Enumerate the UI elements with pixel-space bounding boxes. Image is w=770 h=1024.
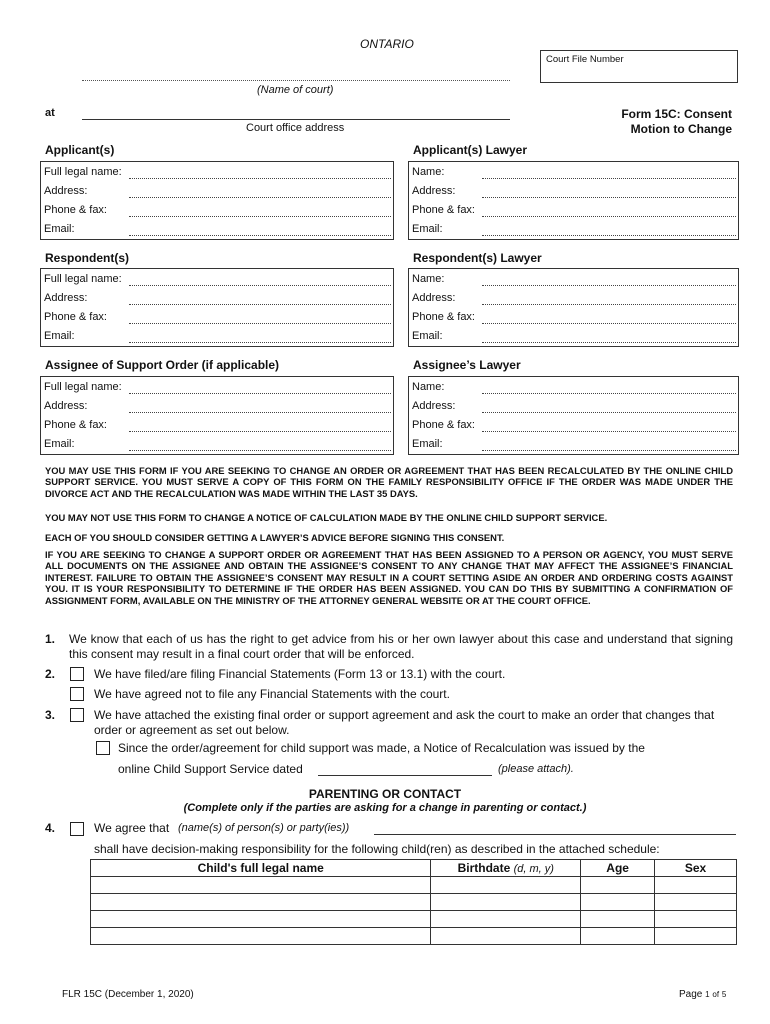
party-field-input[interactable]	[129, 197, 391, 198]
page-total: 5	[721, 990, 727, 999]
party-field-input[interactable]	[129, 178, 391, 179]
party-field-row	[409, 200, 738, 219]
party-field-label: Name:	[412, 166, 445, 178]
party-field-row	[409, 162, 738, 181]
col-age: Age	[581, 860, 655, 877]
party-field-row	[41, 415, 393, 434]
party-field-input[interactable]	[129, 412, 391, 413]
party-box-assignee	[40, 376, 394, 455]
party-field-input[interactable]	[129, 342, 391, 343]
table-cell[interactable]	[431, 894, 581, 911]
children-table	[90, 859, 737, 945]
col-birthdate	[431, 860, 581, 877]
decision-maker-names-field[interactable]	[374, 834, 736, 835]
notice-lawyer-advice: EACH OF YOU SHOULD CONSIDER GETTING A LAWYER’S ADVICE BEFORE SIGNING THIS CONSENT.	[45, 532, 505, 543]
col-birthdate-label: Birthdate	[457, 861, 511, 875]
section-title-assignee-lawyer: Assignee’s Lawyer	[413, 358, 521, 372]
financial-statements-filed-checkbox[interactable]	[70, 667, 84, 681]
party-field-label: Address:	[412, 400, 456, 412]
item-4-hint: (name(s) of person(s) or party(ies))	[178, 822, 350, 834]
party-field-label: Full legal name:	[44, 273, 122, 285]
party-field-label: Email:	[412, 223, 443, 235]
party-field-row	[41, 326, 393, 345]
court-office-address-field[interactable]	[82, 119, 510, 120]
children-table-header	[91, 860, 737, 877]
party-field-row	[409, 288, 738, 307]
notice-recalculation: YOU MAY USE THIS FORM IF YOU ARE SEEKING TO CHANGE AN ORDER OR AGREEMENT THAT HAS BEEN RECALCULATED BY THE ONLINE CHILD SUPPORT SERVICE. YOU MUST SERVE A COPY OF THIS FORM ON THE FAMILY RESPONSIBILITY OFFICE IF THE ORDER WAS MADE UNDER THE DIVORCE ACT AND THE RECALCULATION WAS MADE WITHIN THE LAST 35 DAYS.	[45, 465, 733, 499]
financial-statements-not-filed-checkbox[interactable]	[70, 687, 84, 701]
party-field-row	[41, 434, 393, 453]
party-field-input[interactable]	[129, 393, 391, 394]
party-field-input[interactable]	[482, 431, 736, 432]
item-1-text: We know that each of us has the right to get advice from his or her own lawyer about this case and understand that signing this consent may result in a final court order that will be enforced.	[69, 632, 733, 661]
party-field-row	[41, 219, 393, 238]
table-row	[91, 894, 737, 911]
party-field-input[interactable]	[129, 304, 391, 305]
decision-making-checkbox[interactable]	[70, 822, 84, 836]
form-title-line1: Form 15C: Consent	[621, 107, 732, 121]
item-2-number: 2.	[45, 667, 56, 681]
party-field-label: Address:	[412, 292, 456, 304]
item-4-prefix: We agree that	[94, 821, 170, 835]
party-box-respondents	[40, 268, 394, 347]
province-title: ONTARIO	[360, 37, 414, 51]
table-cell[interactable]	[91, 894, 431, 911]
party-field-row	[409, 396, 738, 415]
party-field-input[interactable]	[129, 216, 391, 217]
item-2b-text: We have agreed not to file any Financial Statements with the court.	[94, 687, 450, 701]
party-field-label: Phone & fax:	[412, 204, 475, 216]
table-cell[interactable]	[655, 877, 737, 894]
page-number: 1	[705, 990, 710, 999]
attached-order-checkbox[interactable]	[70, 708, 84, 722]
section-title-applicants: Applicant(s)	[45, 143, 115, 157]
col-birthdate-hint: (d, m, y)	[513, 863, 554, 875]
party-field-input[interactable]	[129, 323, 391, 324]
party-field-row	[41, 200, 393, 219]
party-field-input[interactable]	[129, 450, 391, 451]
party-field-input[interactable]	[129, 431, 391, 432]
item-3-number: 3.	[45, 708, 56, 722]
party-field-input[interactable]	[482, 342, 736, 343]
party-field-input[interactable]	[482, 304, 736, 305]
notice-assignee: IF YOU ARE SEEKING TO CHANGE A SUPPORT ORDER OR AGREEMENT THAT HAS BEEN ASSIGNED TO A PERSON OR AGENCY, YOU MUST SERVE ALL DOCUMENTS ON THE ASSIGNEE AND OBTAIN THE ASSIGNEE’S CONSENT TO ANY CHANGE THAT MAY AFFECT THE ASSIGNEE’S FINANCIAL INTEREST. FAILURE TO OBTAIN THE ASSIGNEE’S CONSENT MAY RESULT IN A COURT SETTING ASIDE AN ORDER AND ORDERING COSTS AGAINST YOU. IT IS YOUR RESPONSIBILITY TO DETERMINE IF THE ORDER HAS BEEN ASSIGNED. YOU CAN DO THIS BY SUBMITTING A CONFIRMATION OF ASSIGNMENT FORM, AVAILABLE ON THE MINISTRY OF THE ATTORNEY GENERAL WEBSITE OR AT THE COURT OFFICE.	[45, 549, 733, 606]
party-field-row	[41, 377, 393, 396]
recalculation-date-field[interactable]	[318, 775, 492, 776]
table-cell[interactable]	[431, 928, 581, 945]
party-field-label: Email:	[44, 438, 75, 450]
party-box-applicants	[40, 161, 394, 240]
table-cell[interactable]	[581, 911, 655, 928]
party-field-label: Phone & fax:	[44, 311, 107, 323]
party-field-input[interactable]	[482, 285, 736, 286]
page-indicator	[679, 989, 726, 1000]
party-field-row	[409, 415, 738, 434]
party-field-row	[409, 269, 738, 288]
table-cell[interactable]	[91, 911, 431, 928]
party-field-label: Address:	[412, 185, 456, 197]
party-field-label: Email:	[44, 223, 75, 235]
party-field-input[interactable]	[482, 216, 736, 217]
party-field-row	[41, 288, 393, 307]
table-cell[interactable]	[655, 911, 737, 928]
table-cell[interactable]	[655, 894, 737, 911]
party-field-row	[409, 326, 738, 345]
at-label: at	[45, 107, 55, 119]
party-box-applicants-lawyer	[408, 161, 739, 240]
table-cell[interactable]	[431, 911, 581, 928]
table-cell[interactable]	[91, 928, 431, 945]
party-field-row	[41, 162, 393, 181]
item-3-sub-line2: online Child Support Service dated	[118, 762, 303, 776]
page-prefix: Page	[679, 989, 703, 1000]
form-title	[560, 107, 732, 137]
party-field-input[interactable]	[482, 323, 736, 324]
party-field-label: Phone & fax:	[44, 419, 107, 431]
party-field-row	[41, 307, 393, 326]
col-sex: Sex	[655, 860, 737, 877]
court-file-number-box[interactable]	[540, 50, 738, 83]
please-attach-note: (please attach).	[498, 763, 574, 775]
table-cell[interactable]	[91, 877, 431, 894]
party-field-row	[409, 377, 738, 396]
party-field-label: Email:	[412, 438, 443, 450]
form-id: FLR 15C (December 1, 2020)	[62, 989, 194, 1000]
section-title-respondents: Respondent(s)	[45, 251, 129, 265]
party-field-input[interactable]	[482, 178, 736, 179]
table-row	[91, 877, 737, 894]
item-3-sub-line1: Since the order/agreement for child support was made, a Notice of Recalculation was issued by the	[118, 741, 645, 755]
party-field-row	[409, 219, 738, 238]
item-2a-text: We have filed/are filing Financial Statements (Form 13 or 13.1) with the court.	[94, 667, 506, 681]
party-field-label: Phone & fax:	[44, 204, 107, 216]
party-field-label: Name:	[412, 273, 445, 285]
party-box-respondents-lawyer	[408, 268, 739, 347]
table-cell[interactable]	[655, 928, 737, 945]
parenting-heading: PARENTING OR CONTACT	[308, 787, 462, 801]
item-3-text: We have attached the existing final order or support agreement and ask the court to make an order that changes that order or agreement as set out below.	[94, 708, 715, 737]
party-field-label: Full legal name:	[44, 166, 122, 178]
name-of-court-field[interactable]	[82, 80, 510, 81]
party-field-row	[409, 434, 738, 453]
name-of-court-label: (Name of court)	[257, 84, 334, 96]
col-child-name: Child's full legal name	[91, 860, 431, 877]
party-field-input[interactable]	[482, 412, 736, 413]
section-title-applicants-lawyer: Applicant(s) Lawyer	[413, 143, 528, 157]
table-cell[interactable]	[431, 877, 581, 894]
party-field-row	[409, 307, 738, 326]
party-field-label: Address:	[44, 185, 88, 197]
party-field-input[interactable]	[129, 285, 391, 286]
party-field-input[interactable]	[482, 197, 736, 198]
party-field-input[interactable]	[482, 393, 736, 394]
party-field-label: Address:	[44, 400, 88, 412]
notice-of-recalculation-checkbox[interactable]	[96, 741, 110, 755]
section-title-respondents-lawyer: Respondent(s) Lawyer	[413, 251, 542, 265]
party-field-label: Phone & fax:	[412, 419, 475, 431]
party-field-row	[41, 181, 393, 200]
party-field-label: Address:	[44, 292, 88, 304]
party-field-row	[409, 181, 738, 200]
form-title-line2: Motion to Change	[630, 122, 732, 136]
party-field-label: Email:	[44, 330, 75, 342]
party-field-label: Name:	[412, 381, 445, 393]
item-1-number: 1.	[45, 632, 56, 646]
party-field-label: Email:	[412, 330, 443, 342]
party-box-assignee-lawyer	[408, 376, 739, 455]
court-file-number-label: Court File Number	[546, 54, 624, 65]
table-row	[91, 911, 737, 928]
party-field-input[interactable]	[482, 450, 736, 451]
party-field-row	[41, 269, 393, 288]
item-4-line2: shall have decision-making responsibility for the following child(ren) as described in the attached schedule:	[94, 842, 660, 856]
party-field-input[interactable]	[129, 235, 391, 236]
parenting-subheading: (Complete only if the parties are asking for a change in parenting or contact.)	[183, 802, 587, 814]
table-cell[interactable]	[581, 894, 655, 911]
table-cell[interactable]	[581, 928, 655, 945]
court-office-address-label: Court office address	[246, 122, 345, 134]
table-cell[interactable]	[581, 877, 655, 894]
party-field-row	[41, 396, 393, 415]
party-field-label: Phone & fax:	[412, 311, 475, 323]
page-of: of	[712, 990, 720, 999]
party-field-input[interactable]	[482, 235, 736, 236]
party-field-label: Full legal name:	[44, 381, 122, 393]
table-row	[91, 928, 737, 945]
item-4-number: 4.	[45, 821, 56, 835]
notice-not-notice-of-calculation: YOU MAY NOT USE THIS FORM TO CHANGE A NOTICE OF CALCULATION MADE BY THE ONLINE CHILD SUPPORT SERVICE.	[45, 512, 608, 523]
section-title-assignee: Assignee of Support Order (if applicable)	[45, 358, 280, 372]
